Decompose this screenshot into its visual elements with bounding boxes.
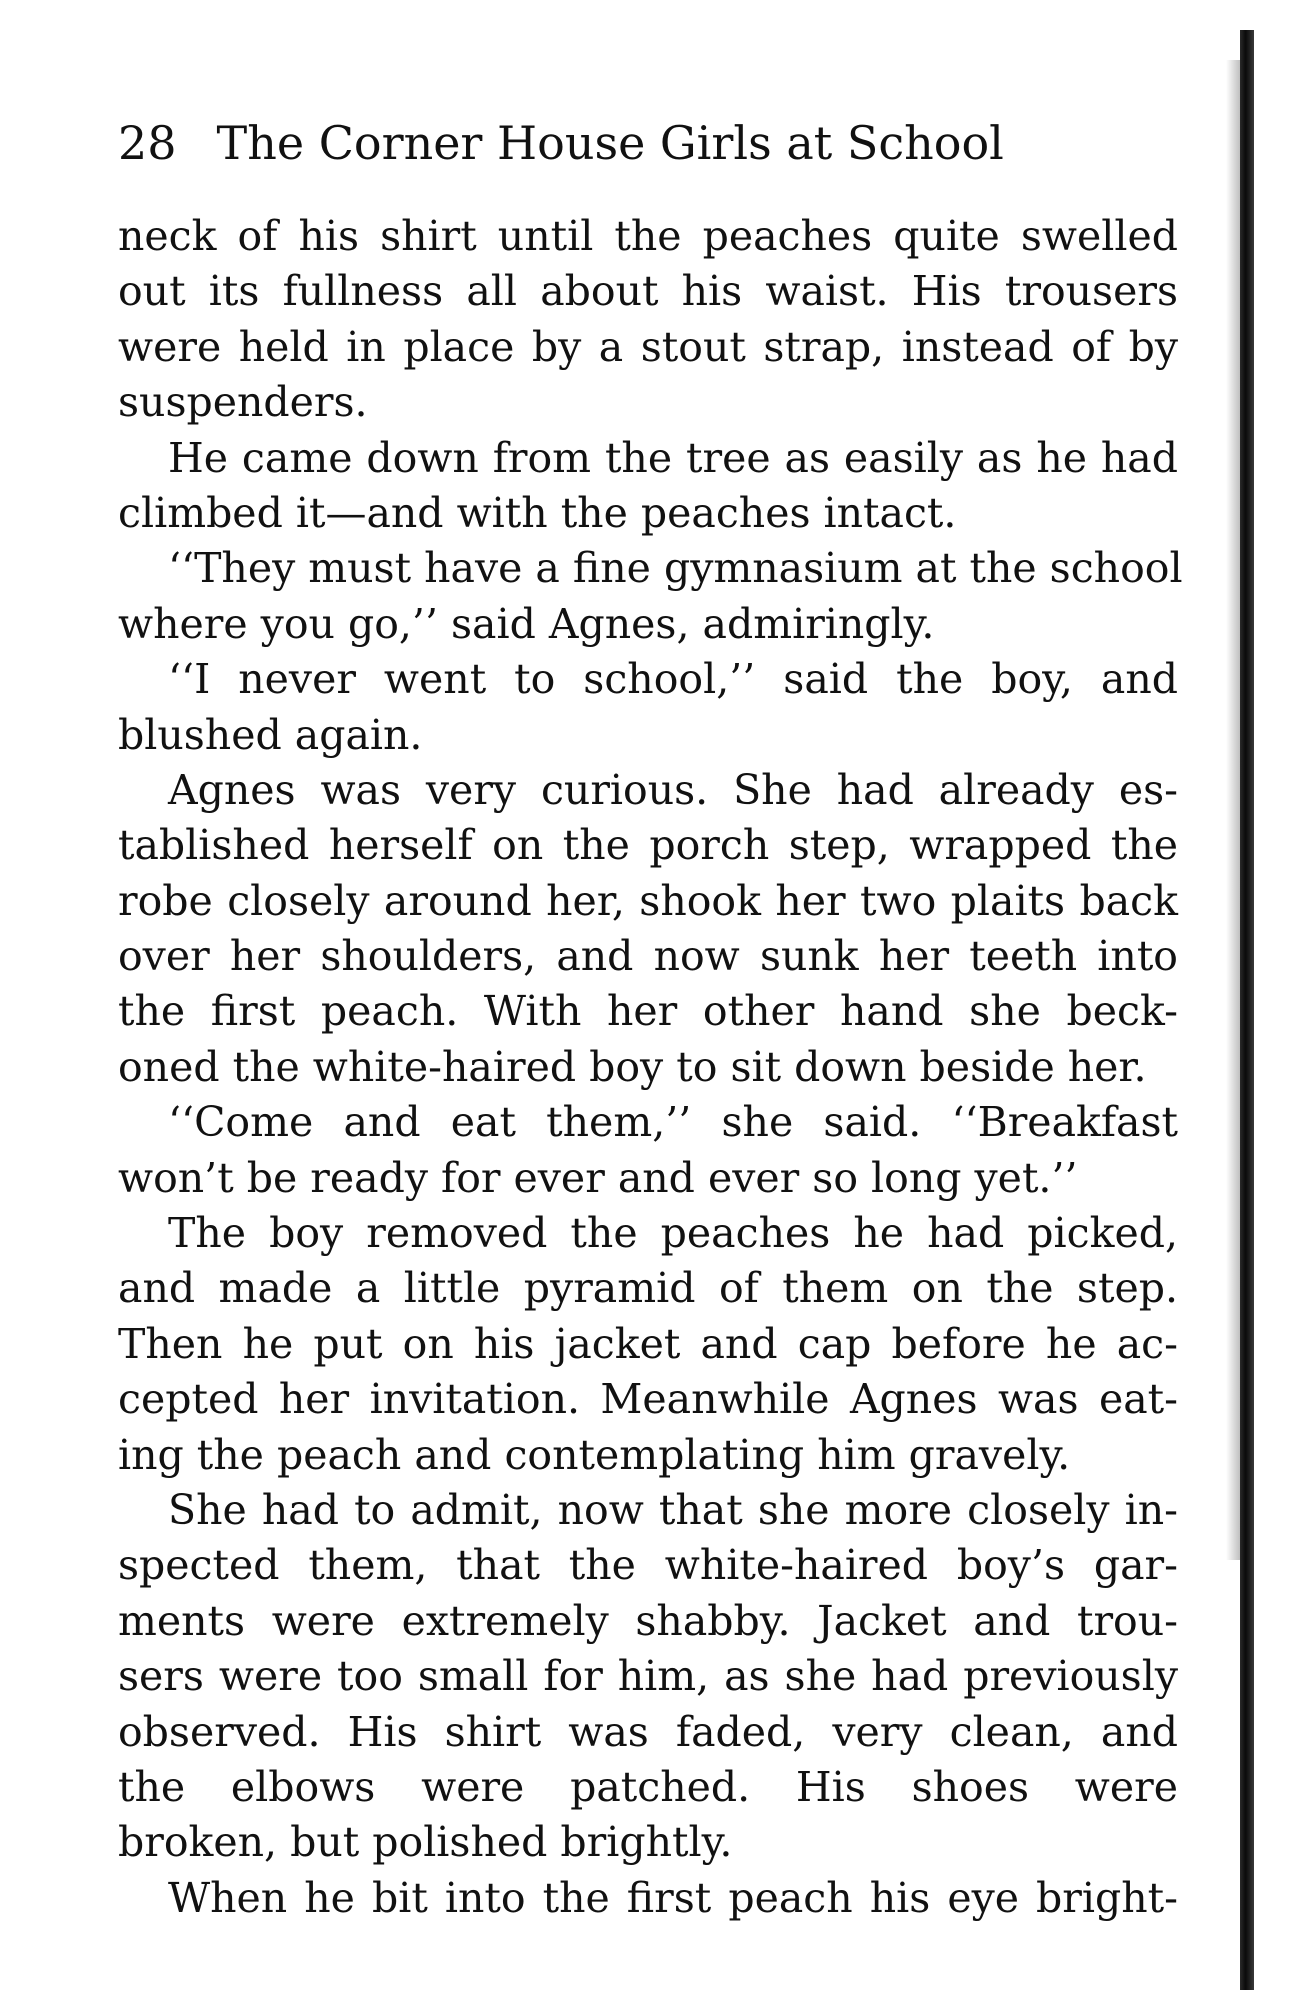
text-line: blushed again. — [118, 710, 423, 759]
text-line: The boy removed the peaches he had picked, — [168, 1209, 1178, 1258]
text-line: spected them, that the white-haired boy’s gar- — [118, 1541, 1178, 1590]
text-line: were held in place by a stout strap, instead of by — [118, 322, 1178, 371]
page-number: 28 — [118, 116, 177, 170]
text-line: Agnes was very curious. She had already es- — [168, 765, 1178, 814]
text-line: broken, but polished brightly. — [118, 1818, 733, 1867]
text-line: tablished herself on the porch step, wrapped the — [118, 821, 1178, 870]
text-line: and made a little pyramid of them on the step. — [118, 1264, 1178, 1313]
text-line: over her shoulders, and now sunk her teeth into — [118, 932, 1178, 981]
text-line: Then he put on his jacket and cap before he ac- — [118, 1319, 1178, 1368]
text-line: out its fullness all about his waist. His trousers — [118, 267, 1178, 316]
text-line: climbed it—and with the peaches intact. — [118, 488, 957, 537]
text-line: ing the peach and contemplating him gravely. — [118, 1430, 1071, 1479]
body-text — [118, 209, 1183, 1926]
running-header — [118, 108, 1118, 178]
text-line: won’t be ready for ever and ever so long yet.’’ — [118, 1153, 1078, 1202]
text-line: sers were too small for him, as she had previously — [118, 1652, 1178, 1701]
text-line: ‘‘I never went to school,’’ said the boy, and — [168, 655, 1178, 704]
text-line: observed. His shirt was faded, very clean, and — [118, 1707, 1178, 1756]
text-line: oned the white-haired boy to sit down beside her. — [118, 1042, 1147, 1091]
text-line: cepted her invitation. Meanwhile Agnes was eat- — [118, 1375, 1178, 1424]
binding-edge — [1240, 30, 1254, 1990]
text-line: suspenders. — [118, 378, 368, 427]
text-line: robe closely around her, shook her two plaits back — [118, 876, 1178, 925]
text-line: ‘‘Come and eat them,’’ she said. ‘‘Breakfast — [168, 1098, 1178, 1147]
text-line: When he bit into the first peach his eye bright- — [168, 1873, 1178, 1922]
text-line: He came down from the tree as easily as he had — [168, 433, 1178, 482]
text-line: She had to admit, now that she more closely in- — [168, 1485, 1178, 1534]
text-line: ‘‘They must have a fine gymnasium at the school — [168, 544, 1183, 593]
binding-shadow — [1226, 60, 1240, 1560]
text-line: where you go,’’ said Agnes, admiringly. — [118, 599, 935, 648]
running-title: The Corner House Girls at School — [216, 116, 1004, 170]
text-line: ments were extremely shabby. Jacket and trou- — [118, 1596, 1178, 1645]
text-line: neck of his shirt until the peaches quite swelled — [118, 212, 1178, 260]
text-line: the elbows were patched. His shoes were — [118, 1762, 1178, 1811]
text-line: the first peach. With her other hand she beck- — [118, 987, 1178, 1036]
